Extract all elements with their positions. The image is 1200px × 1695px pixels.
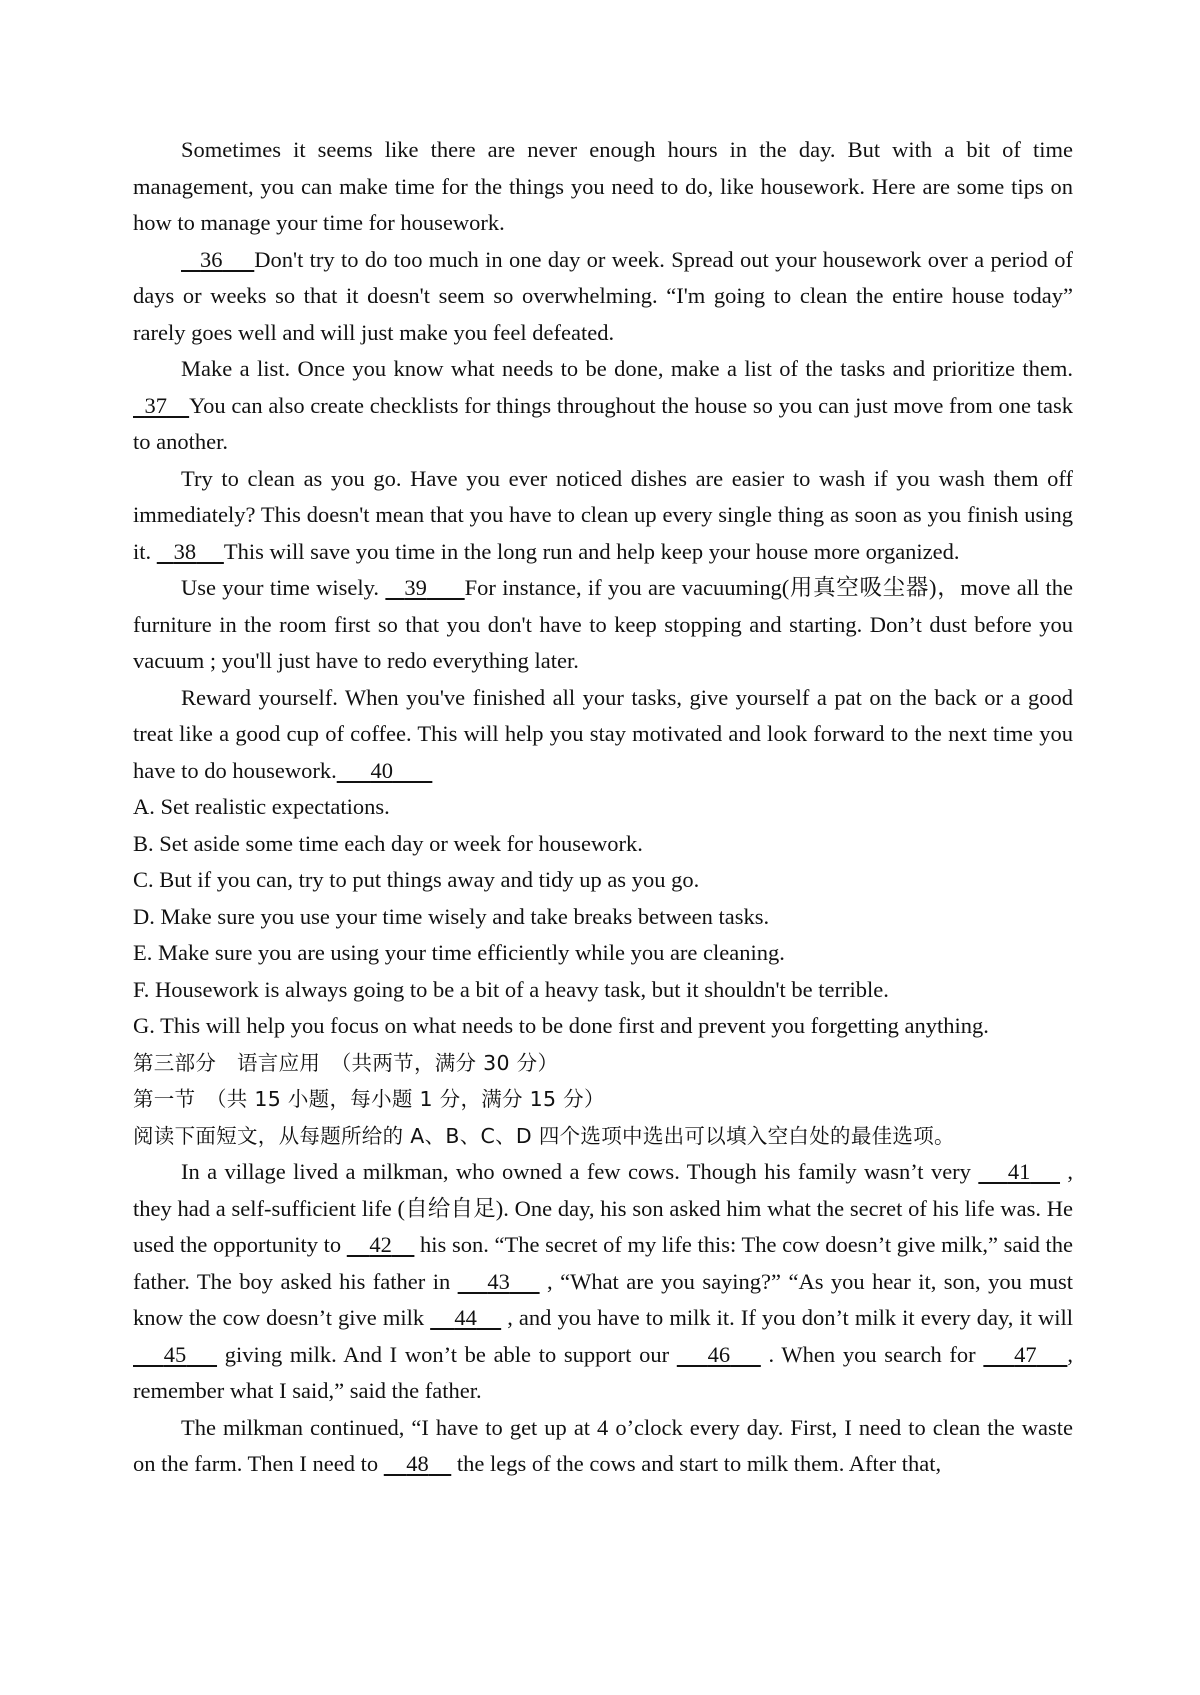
option-b: B. Set aside some time each day or week for housework. <box>133 830 643 856</box>
section-header: 第三部分 语言应用 （共两节，满分 30 分） <box>133 1050 559 1075</box>
blank-46: 46 <box>707 1341 731 1367</box>
blank-37: 37 <box>144 392 167 418</box>
passage1-paragraph-6: Reward yourself. When you've finished all your tasks, give yourself a pat on the back or a good treat like a good cup of coffee. This will help you stay motivated and look forward to the next time you have to do housework. 40 <box>133 684 1073 783</box>
passage1-paragraph-1: Sometimes it seems like there are never enough hours in the day. But with a bit of time management, you can make time for the things you need to do, like housework. Here are some tips on how to manage your time for housework. <box>133 137 1073 235</box>
blank-47: 47 <box>1014 1341 1037 1367</box>
option-d: D. Make sure you use your time wisely and take breaks between tasks. <box>133 903 770 929</box>
document-content <box>133 132 1073 1483</box>
blank-44: 44 <box>454 1305 477 1330</box>
blank-36: 36 <box>200 246 223 272</box>
option-f: F. Housework is always going to be a bit of a heavy task, but it shouldn't be terrible. <box>133 976 889 1002</box>
blank-41: 41 <box>1007 1159 1031 1184</box>
passage2-paragraph-2: The milkman continued, “I have to get up at 4 o’clock every day. First, I need to clean the waste on the farm. Then I need to 48 the legs of the cows and start to milk them. After that, <box>133 1414 1073 1476</box>
blank-45: 45 <box>163 1341 187 1367</box>
option-g: G. This will help you focus on what needs to be done first and prevent you forgetting anything. <box>133 1013 989 1038</box>
passage1-paragraph-2: 36 Don't try to do too much in one day or week. Spread out your housework over a period of days or weeks so that it doesn't seem so overwhelming. “I'm going to clean the entire house today” rarely goes well and will just make you feel defeated. <box>133 246 1074 345</box>
blank-39: 39 <box>404 575 427 600</box>
subsection-header: 第一节 （共 15 小题，每小题 1 分，满分 15 分） <box>133 1087 605 1111</box>
passage1-paragraph-5: Use your time wisely. 39 For instance, if you are vacuuming(用真空吸尘器)，move all the furniture in the room first so that you don't have to keep stopping and starting. Don’t dust before you vacuum ; you'll just have to redo everything later. <box>133 575 1073 673</box>
blank-40: 40 <box>370 757 393 783</box>
blank-42: 42 <box>369 1232 392 1257</box>
passage1-paragraph-4: Try to clean as you go. Have you ever noticed dishes are easier to wash if you wash them off immediately? This doesn't mean that you have to clean up every single thing as soon as you finish using it. 38 This will save you time in the long run and help keep your house more organized. <box>133 465 1073 564</box>
passage2-paragraph-1: In a village lived a milkman, who owned a few cows. Though his family wasn’t very 41 , they had a self-sufficient life (自给自足). One day, his son asked him what the secret of his life was. He used the opportunity to 42 his son. “The secret of my life this: The cow doesn’t give milk,” said the father. The boy asked his father in 43 , “What are you saying?” “As you hear it, son, you must know the cow doesn’t give milk 44 , and you have to milk it. If you don’t milk it every day, it will 45 giving milk. And I won’t be able to support our 46 . When you search for 47 , remember what I said,” said the father. <box>133 1159 1074 1403</box>
option-e: E. Make sure you are using your time efficiently while you are cleaning. <box>133 940 785 965</box>
blank-38: 38 <box>173 538 197 564</box>
blank-43: 43 <box>487 1268 510 1294</box>
instruction: 阅读下面短文，从每题所给的 A、B、C、D 四个选项中选出可以填入空白处的最佳选项。 <box>133 1123 955 1148</box>
blank-48: 48 <box>406 1451 429 1476</box>
passage1-paragraph-3: Make a list. Once you know what needs to be done, make a list of the tasks and prioritize them. 37 You can also create checklists for things throughout the house so you can just move from one task to another. <box>133 356 1074 454</box>
option-a: A. Set realistic expectations. <box>133 794 390 819</box>
option-c: C. But if you can, try to put things away and tidy up as you go. <box>133 867 700 892</box>
